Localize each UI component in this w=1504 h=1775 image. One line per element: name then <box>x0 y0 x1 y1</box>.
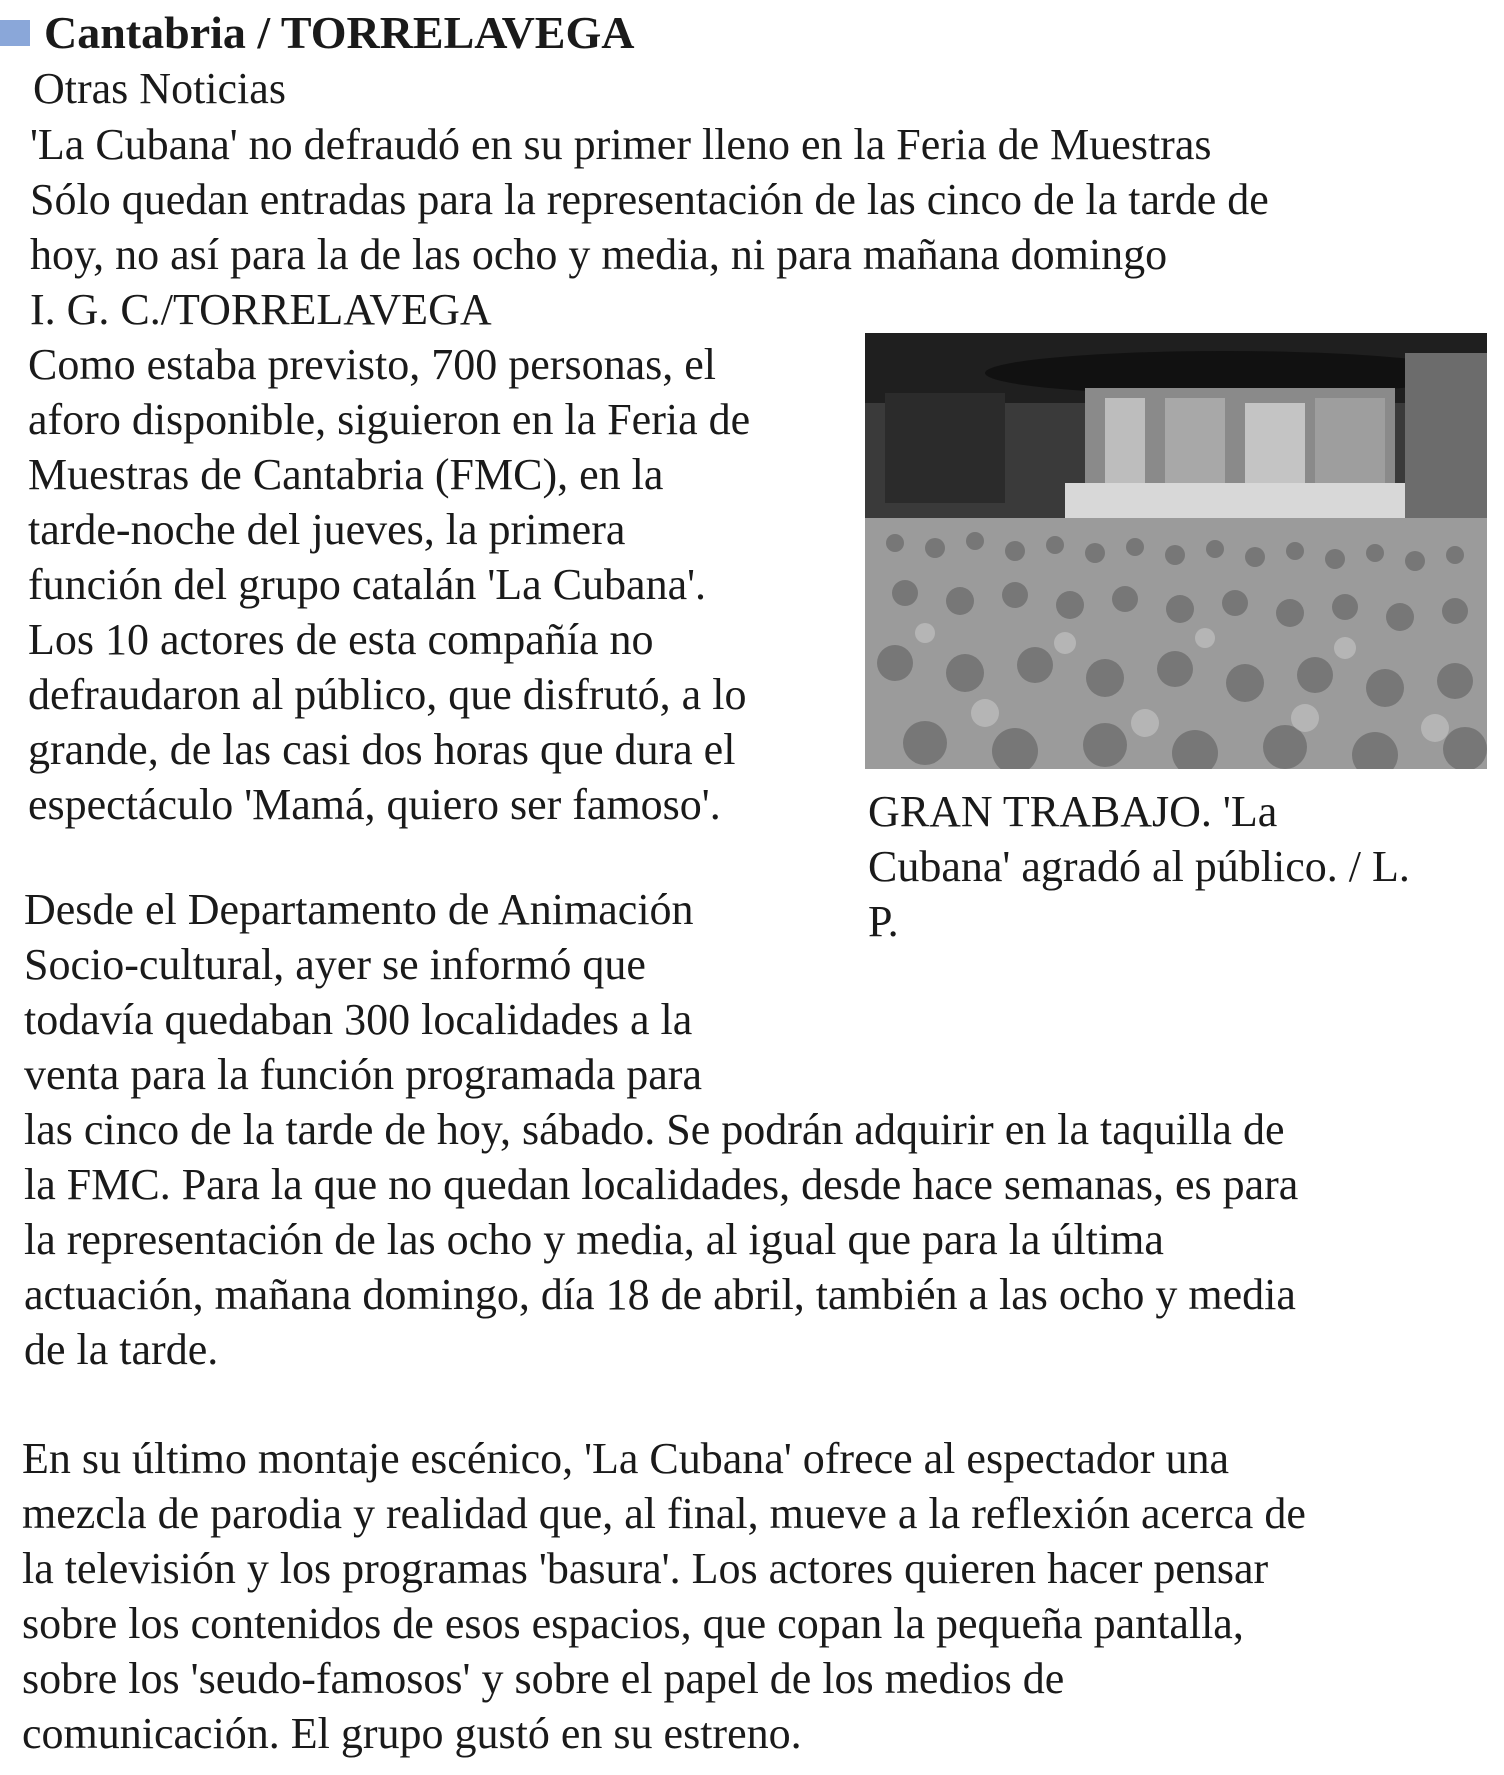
paragraph-line: aforo disponible, siguieron en la Feria de <box>28 395 751 444</box>
paragraph-line: grande, de las casi dos horas que dura el <box>28 725 736 774</box>
paragraph-line: Socio-cultural, ayer se informó que <box>24 940 646 989</box>
paragraph-line: todavía quedaban 300 localidades a la <box>24 995 693 1044</box>
paragraph-line: espectáculo 'Mamá, quiero ser famoso'. <box>28 780 721 829</box>
paragraph-line: de la tarde. <box>24 1325 219 1374</box>
paragraph-line: Desde el Departamento de Animación <box>24 885 694 934</box>
photo-caption-line: P. <box>868 897 899 946</box>
paragraph-line: actuación, mañana domingo, día 18 de abril, también a las ocho y media <box>24 1270 1296 1319</box>
paragraph-line: función del grupo catalán 'La Cubana'. <box>28 560 707 609</box>
audience-stage-photo <box>865 333 1487 769</box>
paragraph-line: En su último montaje escénico, 'La Cubana' ofrece al espectador una <box>22 1434 1230 1483</box>
paragraph-line: sobre los 'seudo-famosos' y sobre el papel de los medios de <box>22 1654 1065 1703</box>
news-photo <box>865 333 1487 769</box>
paragraph-line: la representación de las ocho y media, al igual que para la última <box>24 1215 1164 1264</box>
paragraph-line: tarde-noche del jueves, la primera <box>28 505 626 554</box>
paragraph-line: mezcla de parodia y realidad que, al final, mueve a la reflexión acerca de <box>22 1489 1306 1538</box>
paragraph-line: defraudaron al público, que disfrutó, a lo <box>28 670 747 719</box>
paragraph-line: Muestras de Cantabria (FMC), en la <box>28 450 664 499</box>
section-title: Cantabria / TORRELAVEGA <box>44 7 635 58</box>
article-subheadline-line: hoy, no así para la de las ocho y media, ni para mañana domingo <box>30 230 1168 279</box>
paragraph-line: comunicación. El grupo gustó en su estreno. <box>22 1709 802 1758</box>
paragraph-line: las cinco de la tarde de hoy, sábado. Se podrán adquirir en la taquilla de <box>24 1105 1285 1154</box>
photo-caption-line: Cubana' agradó al público. / L. <box>868 842 1410 891</box>
article-headline: 'La Cubana' no defraudó en su primer lleno en la Feria de Muestras <box>30 120 1212 169</box>
paragraph-line: Como estaba previsto, 700 personas, el <box>28 340 716 389</box>
paragraph-line: Los 10 actores de esta compañía no <box>28 615 654 664</box>
category-label: Otras Noticias <box>33 64 286 113</box>
article-subheadline-line: Sólo quedan entradas para la representación de las cinco de la tarde de <box>30 175 1269 224</box>
section-bullet-icon <box>0 20 30 46</box>
paragraph-line: sobre los contenidos de esos espacios, que copan la pequeña pantalla, <box>22 1599 1244 1648</box>
paragraph-line: venta para la función programada para <box>24 1050 702 1099</box>
article-byline: I. G. C./TORRELAVEGA <box>30 285 492 334</box>
paragraph-line: la televisión y los programas 'basura'. Los actores quieren hacer pensar <box>22 1544 1269 1593</box>
photo-caption-line: GRAN TRABAJO. 'La <box>868 787 1278 836</box>
paragraph-line: la FMC. Para la que no quedan localidades, desde hace semanas, es para <box>24 1160 1299 1209</box>
